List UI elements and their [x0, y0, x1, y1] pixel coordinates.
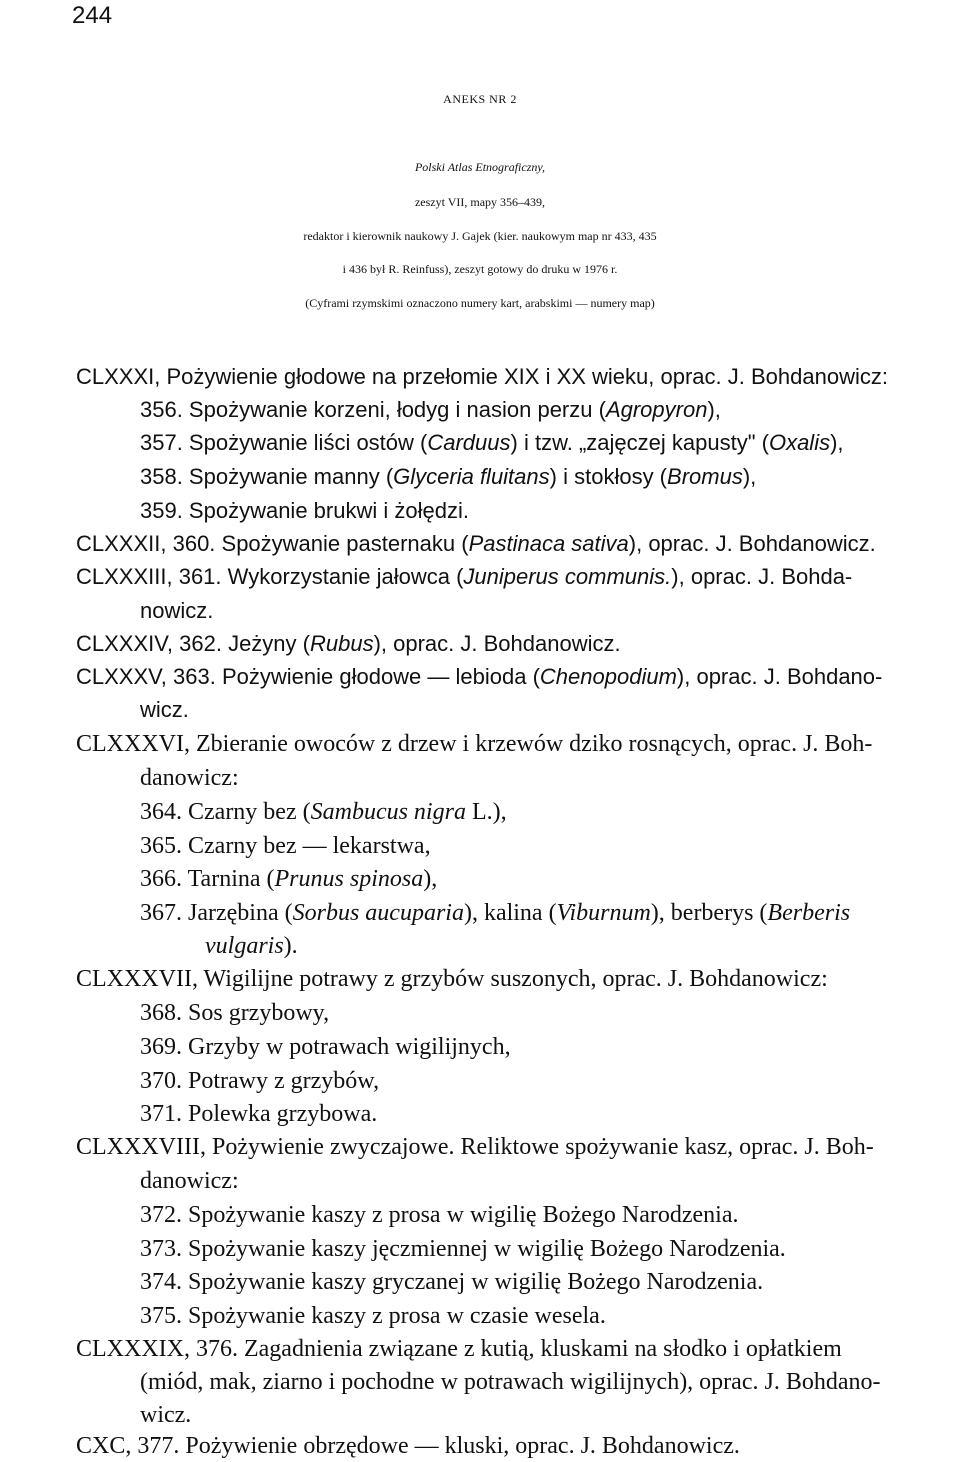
entry-card-181: CLXXXI, Pożywienie głodowe na przełomie XIX i XX wieku, oprac. J. Bohdanowicz:	[76, 364, 888, 389]
source-volume: zeszyt VII, mapy 356–439,	[414, 195, 546, 209]
entry-card-185-cont: wicz.	[140, 697, 189, 722]
source-title: Polski Atlas Etnograficzny,	[414, 160, 546, 174]
entry-card-183-cont: nowicz.	[140, 598, 214, 623]
entry-card-188: CLXXXVIII, Pożywienie zwyczajowe. Reliktowe spożywanie kasz, oprac. J. Boh-	[76, 1134, 874, 1160]
entry-map-374: 374. Spożywanie kaszy gryczanej w wigilię Bożego Narodzenia.	[140, 1269, 764, 1295]
entry-map-368: 368. Sos grzybowy,	[140, 1000, 330, 1026]
source-editor-cont: i 436 był R. Reinfuss), zeszyt gotowy do druku w 1976 r.	[342, 262, 618, 276]
entry-map-357: 357. Spożywanie liści ostów (Carduus) i tzw. „zajęczej kapusty" (Oxalis),	[140, 430, 844, 455]
entry-map-365: 365. Czarny bez — lekarstwa,	[140, 833, 431, 859]
entry-card-183: CLXXXIII, 361. Wykorzystanie jałowca (Juniperus communis.), oprac. J. Bohda-	[76, 564, 853, 589]
entry-card-187: CLXXXVII, Wigilijne potrawy z grzybów suszonych, oprac. J. Bohdanowicz:	[76, 966, 828, 992]
entry-card-185: CLXXXV, 363. Pożywienie głodowe — lebioda (Chenopodium), oprac. J. Bohdano-	[76, 664, 883, 689]
page-title: ANEKS NR 2	[443, 92, 517, 106]
numbering-note: (Cyframi rzymskimi oznaczono numery kart, arabskimi — numery map)	[305, 296, 655, 310]
source-editor: redaktor i kierownik naukowy J. Gajek (kier. naukowym map nr 433, 435	[303, 229, 657, 243]
entry-card-189-cont: (miód, mak, ziarno i pochodne w potrawach wigilijnych), oprac. J. Bohdano-	[140, 1369, 881, 1395]
entry-card-186-cont: danowicz:	[140, 765, 239, 791]
entry-map-367-cont: vulgaris).	[205, 933, 298, 959]
entry-card-184: CLXXXIV, 362. Jeżyny (Rubus), oprac. J. Bohdanowicz.	[76, 631, 621, 656]
entry-map-359: 359. Spożywanie brukwi i żołędzi.	[140, 498, 469, 523]
entry-map-371: 371. Polewka grzybowa.	[140, 1101, 378, 1127]
entry-map-369: 369. Grzyby w potrawach wigilijnych,	[140, 1034, 511, 1060]
entry-card-189: CLXXXIX, 376. Zagadnienia związane z kutią, kluskami na słodko i opłatkiem	[76, 1336, 842, 1362]
entry-map-356: 356. Spożywanie korzeni, łodyg i nasion perzu (Agropyron),	[140, 397, 721, 422]
page-number: 244	[72, 2, 113, 29]
entry-card-182: CLXXXII, 360. Spożywanie pasternaku (Pastinaca sativa), oprac. J. Bohdanowicz.	[76, 531, 876, 556]
entry-card-190: CXC, 377. Pożywienie obrzędowe — kluski, oprac. J. Bohdanowicz.	[76, 1433, 740, 1459]
entry-map-358: 358. Spożywanie manny (Glyceria fluitans) i stokłosy (Bromus),	[140, 464, 757, 489]
entry-map-375: 375. Spożywanie kaszy z prosa w czasie wesela.	[140, 1303, 606, 1329]
entry-card-188-cont: danowicz:	[140, 1168, 239, 1194]
entry-card-186: CLXXXVI, Zbieranie owoców z drzew i krzewów dziko rosnących, oprac. J. Boh-	[76, 731, 873, 757]
entry-map-366: 366. Tarnina (Prunus spinosa),	[140, 866, 438, 892]
entry-map-370: 370. Potrawy z grzybów,	[140, 1068, 380, 1094]
entry-map-364: 364. Czarny bez (Sambucus nigra L.),	[140, 799, 507, 825]
entry-map-372: 372. Spożywanie kaszy z prosa w wigilię Bożego Narodzenia.	[140, 1202, 739, 1228]
entry-card-189-cont2: wicz.	[140, 1402, 192, 1428]
entry-map-373: 373. Spożywanie kaszy jęczmiennej w wigilię Bożego Narodzenia.	[140, 1236, 786, 1262]
entry-map-367: 367. Jarzębina (Sorbus aucuparia), kalina (Viburnum), berberys (Berberis	[140, 900, 851, 926]
